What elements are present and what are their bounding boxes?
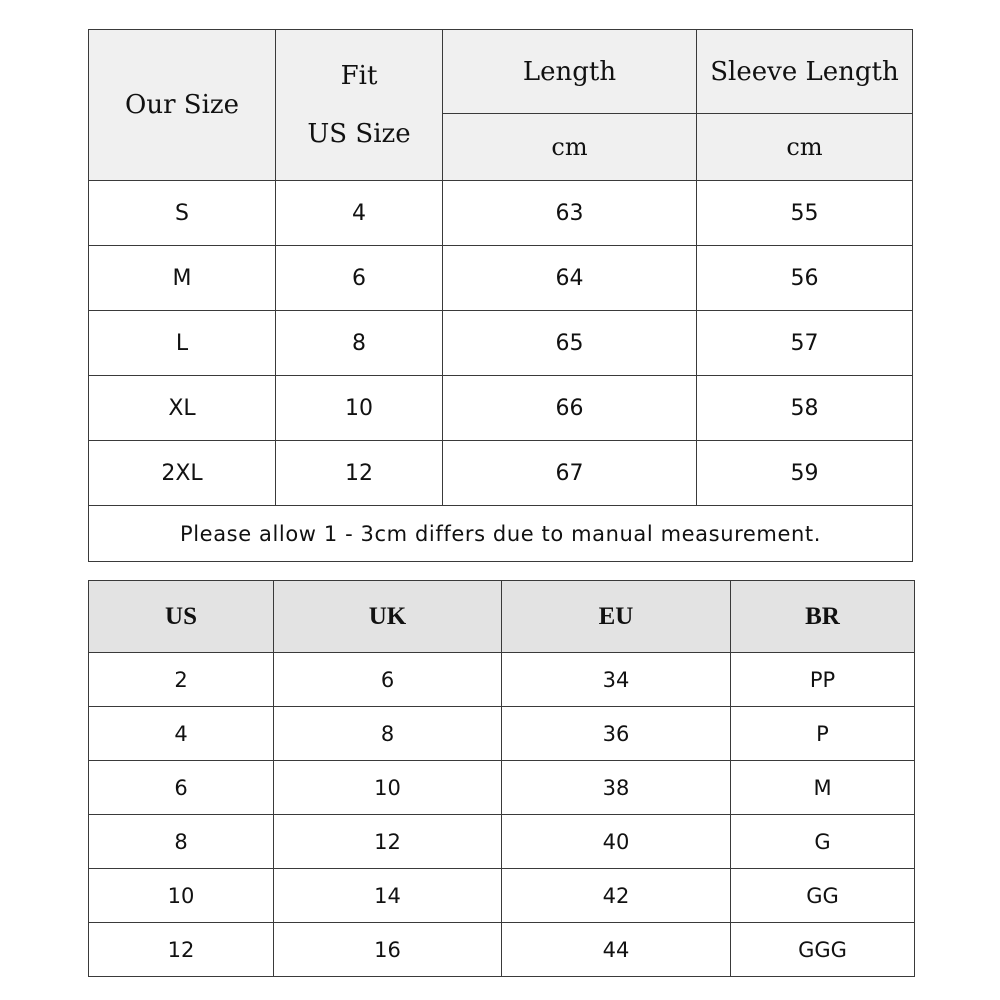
- cell-sleeve: 57: [697, 311, 913, 376]
- cell-uk: 8: [274, 707, 502, 761]
- cell-us: 6: [89, 761, 274, 815]
- measurement-note: Please allow 1 - 3cm differs due to manual measurement.: [89, 506, 913, 562]
- table-row: [89, 707, 915, 761]
- cell-us-size: 8: [276, 311, 443, 376]
- cell-us: 10: [89, 869, 274, 923]
- cell-eu: 36: [502, 707, 731, 761]
- cell-br: GGG: [731, 923, 915, 977]
- header-sleeve-length: Sleeve Length: [697, 30, 913, 114]
- header-us-size-label: US Size: [307, 119, 411, 149]
- cell-eu: 38: [502, 761, 731, 815]
- cell-uk: 6: [274, 653, 502, 707]
- cell-us-size: 4: [276, 181, 443, 246]
- table-row: [89, 376, 913, 441]
- table-row: [89, 653, 915, 707]
- cell-eu: 40: [502, 815, 731, 869]
- cell-eu: 42: [502, 869, 731, 923]
- cell-sleeve: 59: [697, 441, 913, 506]
- size-measurement-table: [88, 29, 913, 562]
- table-row: [89, 441, 913, 506]
- table-row: [89, 923, 915, 977]
- header-length-unit: cm: [443, 114, 697, 181]
- table-row: [89, 311, 913, 376]
- size-conversion-table: [88, 580, 915, 977]
- cell-us: 2: [89, 653, 274, 707]
- header-br: BR: [731, 581, 915, 653]
- cell-eu: 44: [502, 923, 731, 977]
- cell-us: 12: [89, 923, 274, 977]
- header-sleeve-unit: cm: [697, 114, 913, 181]
- table-row: [89, 761, 915, 815]
- cell-our-size: XL: [89, 376, 276, 441]
- cell-uk: 14: [274, 869, 502, 923]
- table-row: [89, 246, 913, 311]
- cell-uk: 10: [274, 761, 502, 815]
- cell-us-size: 6: [276, 246, 443, 311]
- cell-br: PP: [731, 653, 915, 707]
- table-row: [89, 815, 915, 869]
- cell-us: 8: [89, 815, 274, 869]
- cell-br: GG: [731, 869, 915, 923]
- header-our-size: Our Size: [89, 30, 276, 181]
- cell-length: 64: [443, 246, 697, 311]
- header-fit-us-size: [276, 30, 443, 181]
- cell-uk: 12: [274, 815, 502, 869]
- cell-sleeve: 58: [697, 376, 913, 441]
- cell-length: 65: [443, 311, 697, 376]
- header-us: US: [89, 581, 274, 653]
- cell-br: P: [731, 707, 915, 761]
- header-length: Length: [443, 30, 697, 114]
- cell-our-size: M: [89, 246, 276, 311]
- cell-length: 63: [443, 181, 697, 246]
- cell-our-size: 2XL: [89, 441, 276, 506]
- cell-eu: 34: [502, 653, 731, 707]
- cell-sleeve: 55: [697, 181, 913, 246]
- cell-our-size: L: [89, 311, 276, 376]
- table-row: [89, 869, 915, 923]
- table-row: [89, 181, 913, 246]
- cell-our-size: S: [89, 181, 276, 246]
- cell-us: 4: [89, 707, 274, 761]
- cell-br: G: [731, 815, 915, 869]
- cell-length: 67: [443, 441, 697, 506]
- cell-us-size: 10: [276, 376, 443, 441]
- cell-us-size: 12: [276, 441, 443, 506]
- header-uk: UK: [274, 581, 502, 653]
- cell-uk: 16: [274, 923, 502, 977]
- cell-br: M: [731, 761, 915, 815]
- header-eu: EU: [502, 581, 731, 653]
- cell-sleeve: 56: [697, 246, 913, 311]
- header-fit-label: Fit: [340, 61, 378, 91]
- cell-length: 66: [443, 376, 697, 441]
